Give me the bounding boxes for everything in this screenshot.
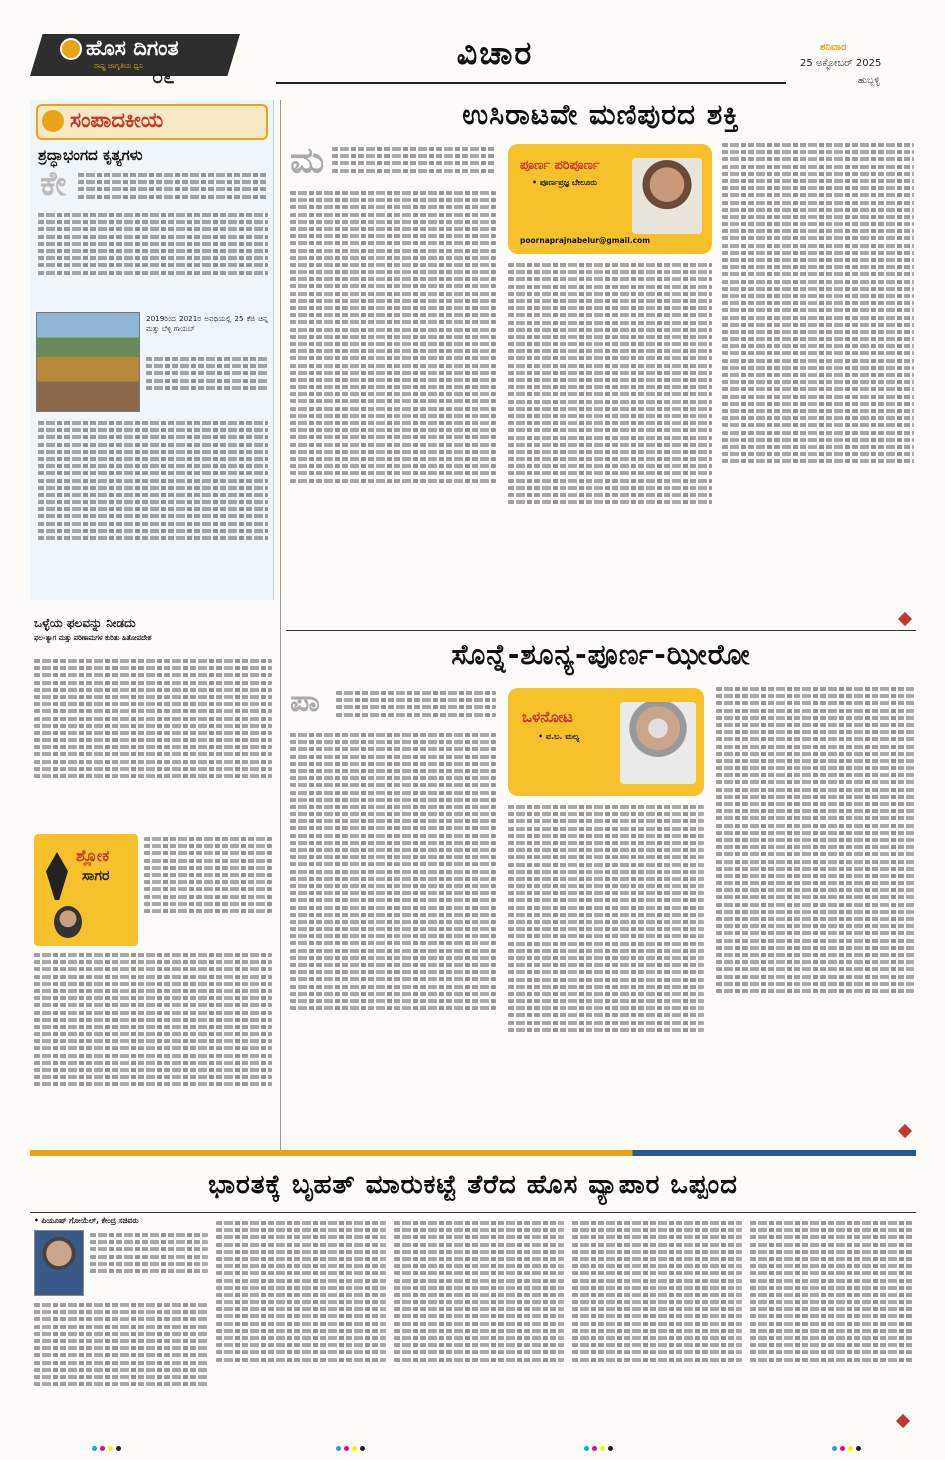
article1-headline: ಉಸಿರಾಟವೇ ಮಣಿಪುರದ ಶಕ್ತಿ — [462, 98, 740, 131]
section-divider-band — [30, 1150, 916, 1156]
article3-col1 — [34, 1300, 208, 1424]
article1-col2 — [508, 260, 712, 620]
registration-marks-1 — [92, 1446, 121, 1451]
section-title: ವಿಚಾರ — [456, 34, 534, 72]
brand-name: ಹೊಸ ದಿಗಂತ — [86, 36, 179, 60]
article2-author: • ವ.ಬ. ಮಲ್ಯ — [538, 732, 580, 741]
article3-col1-side — [90, 1230, 208, 1298]
editorial-body-top — [78, 170, 268, 210]
article1-author-photo — [632, 158, 702, 234]
registration-marks-3 — [584, 1446, 613, 1451]
article1-author: • ಪೂರ್ಣಪ್ರಜ್ಞ ಬೇಲೂರು — [532, 178, 598, 187]
editorial-body-full — [38, 210, 268, 310]
article3 — [30, 1160, 916, 1440]
article1-drop-cap: ಮ — [290, 140, 325, 181]
article2-headline: ಸೊನ್ನೆ-ಶೂನ್ಯ-ಪೂರ್ಣ-ಝೀರೋ — [451, 638, 751, 671]
editorial-drop-cap: ಕೇ — [40, 164, 67, 204]
article1-col3 — [722, 140, 914, 620]
shloka-text — [144, 834, 272, 946]
registration-marks-2 — [336, 1446, 365, 1451]
proverb-title: ಒಳ್ಳೆಯ ಫಲವನ್ನು ನೀಡದು — [34, 616, 136, 630]
article1-column-box — [508, 144, 712, 254]
article3-headline-rule — [30, 1212, 916, 1213]
edition-name: ಹುಬ್ಬಳ್ಳಿ — [858, 76, 880, 86]
brand-emblem-icon — [60, 38, 82, 60]
article3-col4 — [572, 1218, 742, 1424]
quill-icon — [46, 852, 68, 900]
article1-email: poornaprajnabelur@gmail.com — [520, 236, 651, 245]
article1-col1 — [332, 144, 496, 188]
article2-column-box — [508, 688, 704, 796]
masthead — [0, 0, 945, 96]
proverb-body — [34, 656, 272, 830]
page-number: ೦೬ — [152, 64, 175, 88]
shloka-box — [34, 834, 138, 946]
shloka-title-2: ಸಾಗರ — [82, 868, 110, 884]
article2-author-photo — [620, 702, 696, 784]
article3-author-photo — [34, 1230, 84, 1296]
editorial-title: ಶ್ರದ್ಧಾಭಂಗದ ಕೃತ್ಯಗಳು — [38, 146, 143, 164]
article1-col1-body — [290, 188, 496, 618]
proverb-subtitle: ಫಲ-ತ್ಯಾಗ ಮತ್ತು ಪರಿಣಾಮಗಳ ಕುರಿತು ಹಿತೋಪದೇಶ — [34, 634, 152, 642]
temple-photo — [36, 312, 140, 412]
article2-col1 — [336, 688, 496, 732]
editorial-body-bottom — [38, 418, 268, 594]
issue-day: ಶನಿವಾರ — [820, 42, 847, 53]
article2-column-name: ಒಳನೋಟ — [522, 708, 573, 726]
registration-marks-4 — [832, 1446, 861, 1451]
article1-bottom-rule — [286, 630, 916, 631]
brand-tagline: ರಾಷ್ಟ್ರ ಜಾಗೃತಿಯ ಧ್ವನಿ — [94, 62, 144, 70]
masthead-rule — [276, 82, 786, 84]
editorial-panel — [30, 100, 274, 600]
article3-headline: ಭಾರತಕ್ಕೆ ಬೃಹತ್ ಮಾರುಕಟ್ಟೆ ತೆರೆದ ಹೊಸ ವ್ಯಾಪಾರ ಒಪ್ಪಂದ — [208, 1170, 738, 1200]
article2-col1-body — [290, 730, 496, 1140]
editorial-banner-icon — [42, 110, 64, 132]
article2-col3 — [716, 684, 914, 1140]
article2-drop-cap: ಪಾ — [290, 684, 320, 719]
article3-author: • ಪಿಯೂಷ್ ಗೋಯೆಲ್, ಕೇಂದ್ರ ಸಚಿವರು — [34, 1216, 139, 1225]
article3-col5 — [750, 1218, 914, 1424]
proverb-panel — [30, 612, 274, 1152]
editorial-photo-caption: 2019ರಿಂದ 2021ರ ಅವಧಿಯಲ್ಲಿ 25 ಕೆಜಿ ಚಿನ್ನ ಮತ್ತು ಬೆಳ್ಳಿ ಗಾಯಬ್ — [146, 314, 268, 334]
editorial-banner-text: ಸಂಪಾದಕೀಯ — [70, 108, 164, 132]
issue-date: 25 ಅಕ್ಟೋಬರ್ 2025 — [800, 58, 882, 69]
left-column-divider — [280, 100, 281, 1150]
author-photo — [54, 906, 82, 938]
shloka-title-1: ಶ್ಲೋಕ — [76, 846, 110, 865]
article2 — [286, 634, 916, 1144]
editorial-body-side — [146, 354, 268, 414]
proverb-body-lower — [34, 950, 272, 1148]
article1 — [286, 96, 916, 626]
article3-col2 — [216, 1218, 386, 1424]
article1-column-name: ಪೂರ್ಣ ಪರಿಪೂರ್ಣ — [520, 158, 600, 173]
article2-col2 — [508, 802, 704, 1140]
article3-col3 — [394, 1218, 564, 1424]
